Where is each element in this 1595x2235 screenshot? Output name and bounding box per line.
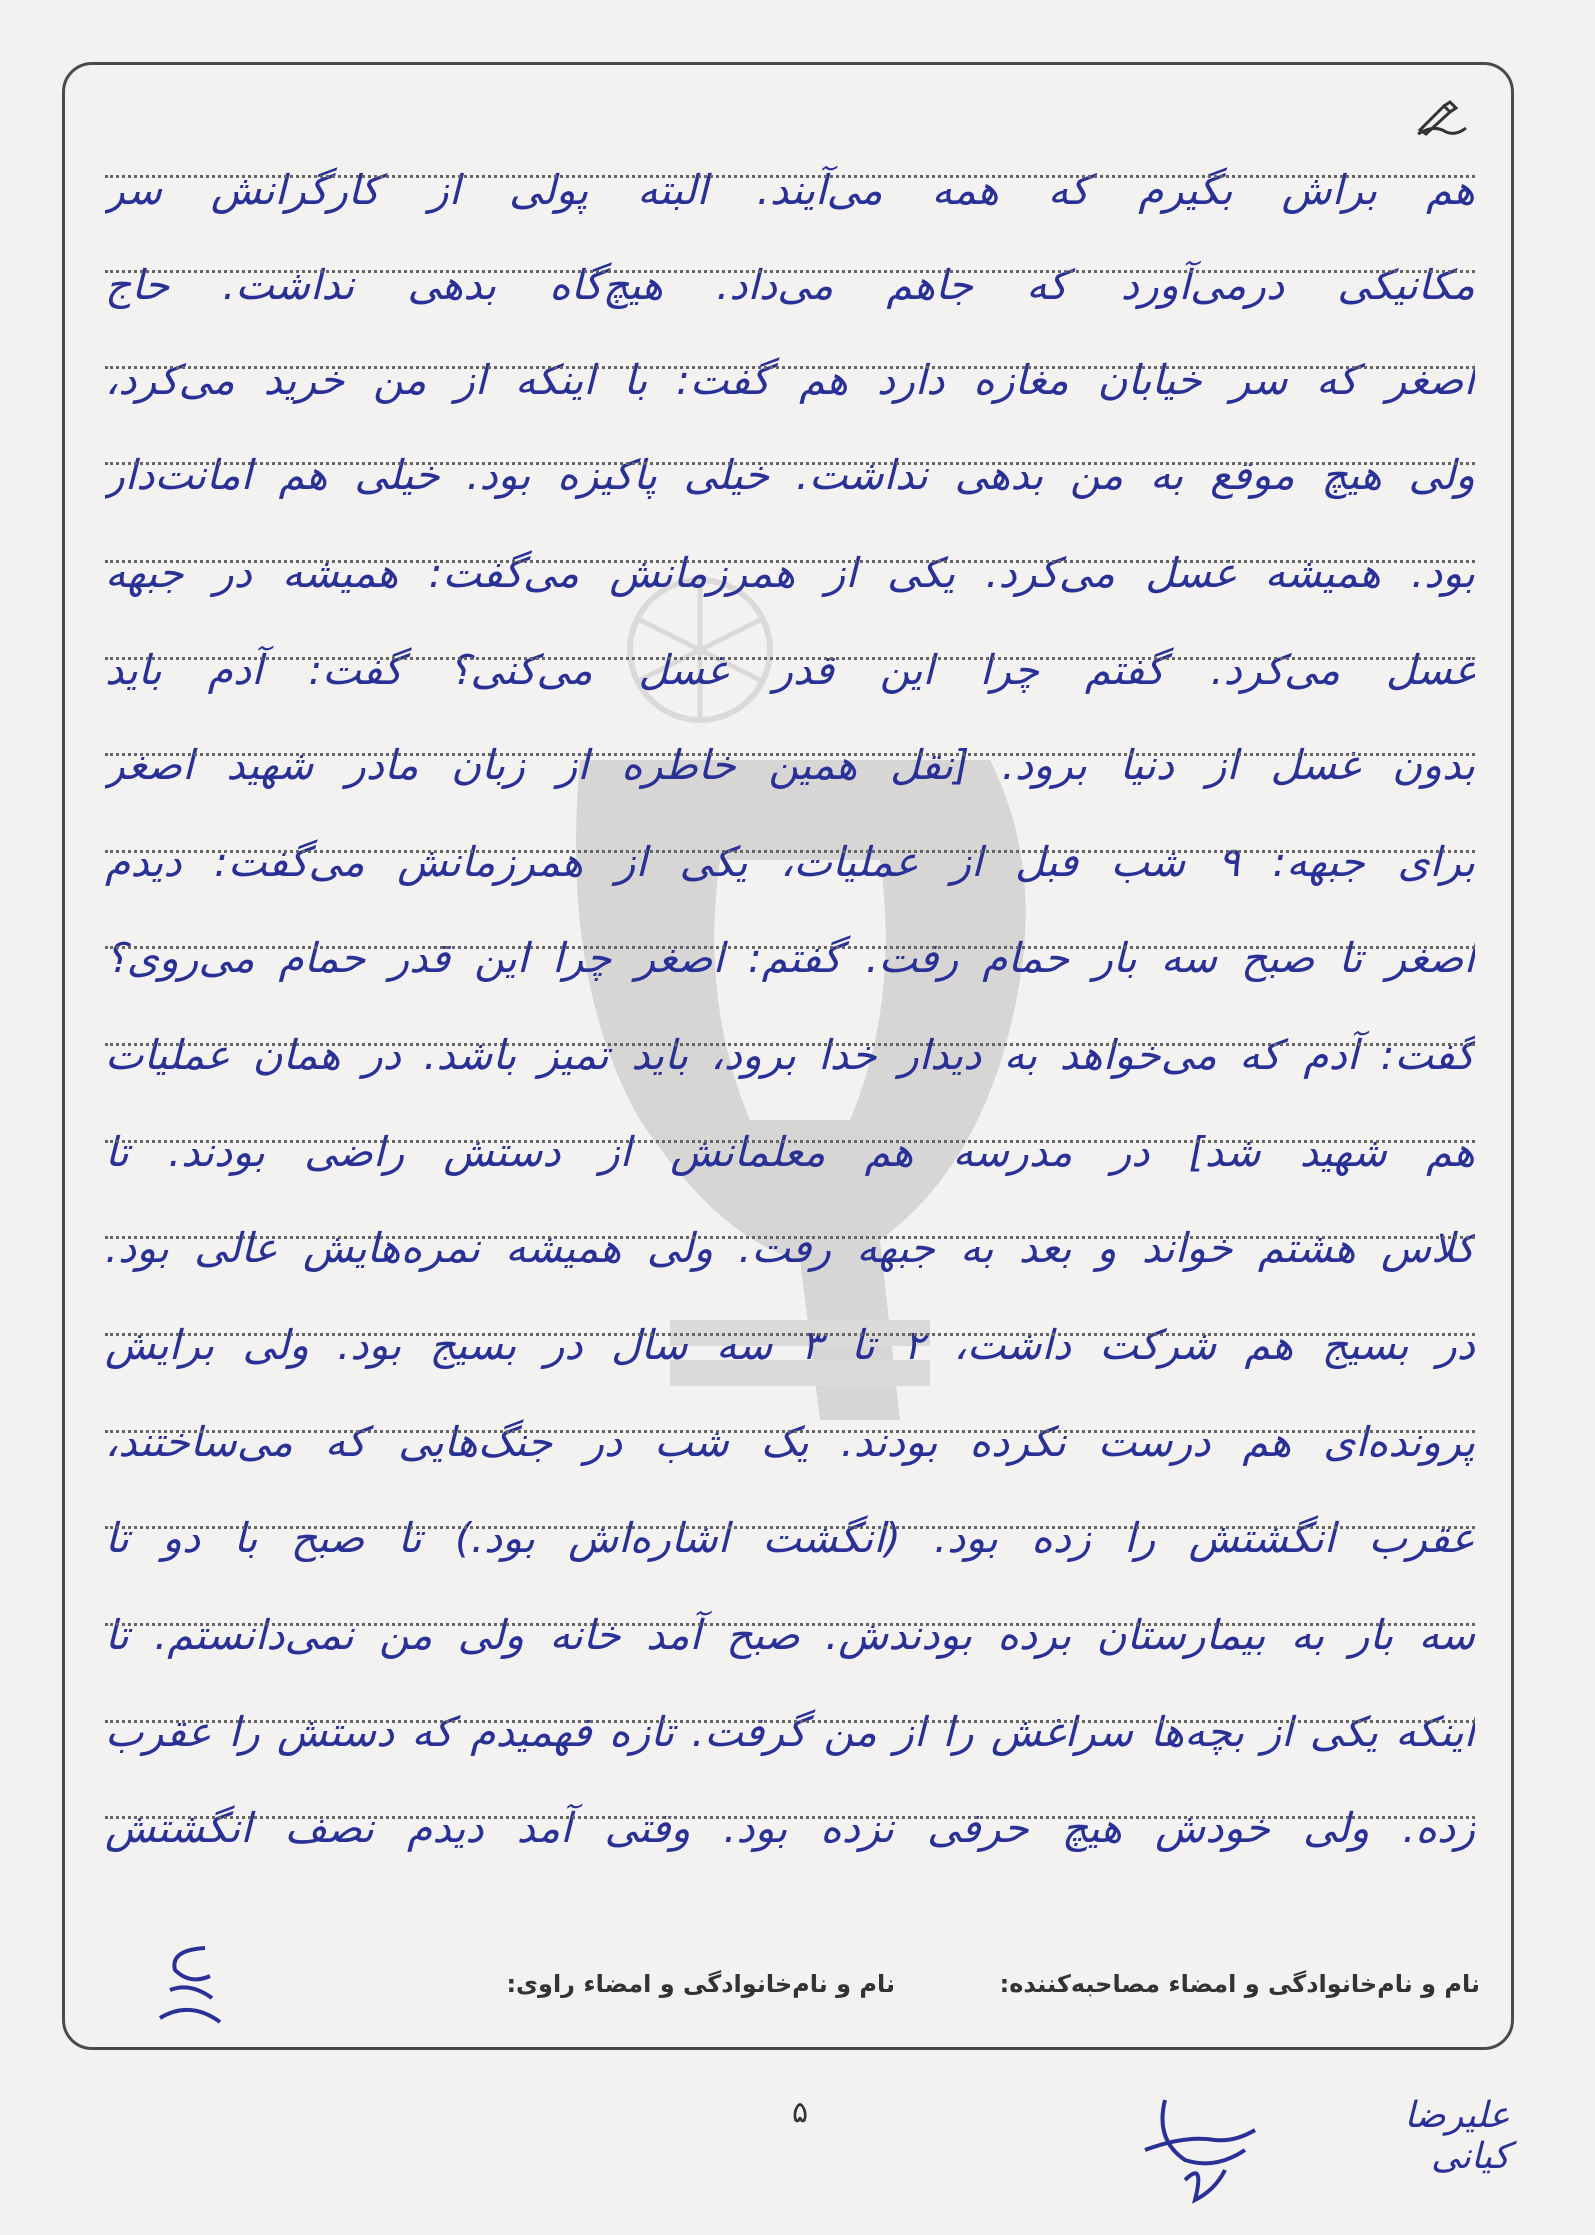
narrator-signature [150,1940,240,2030]
text-line: اصغر تا صبح سه بار حمام رفت. گفتم: اصغر چرا این قدر حمام می‌روی؟ [105,934,1475,982]
text-line: سه بار به بیمارستان برده بودندش. صبح آمد خانه ولی من نمی‌دانستم. تا [105,1611,1475,1659]
ruled-line [105,1140,1475,1143]
ruled-line [105,753,1475,756]
ruled-line [105,946,1475,949]
text-line: بود. همیشه غسل می‌کرد. یکی از همرزمانش می‌گفت: همیشه در جبهه [105,549,1475,597]
text-line: هم براش بگیرم که همه می‌آیند. البته پولی از کارگرانش سر [105,166,1475,214]
handwritten-lines [105,70,1475,1970]
narrator-signature-label: نام و نام‌خانوادگی و امضاء راوی: [506,1970,895,1998]
text-line: هم شهید شد] در مدرسه هم معلمانش از دستش راضی بودند. تا [105,1128,1475,1176]
ruled-line [105,1043,1475,1046]
text-line: ولی هیچ موقع به من بدهی نداشت. خیلی پاکیزه بود. خیلی هم امانت‌دار [105,451,1475,499]
text-line: اینکه یکی از بچه‌ها سراغش را از من گرفت. تازه فهمیدم که دستش را عقرب [105,1708,1475,1756]
text-line: اصغر که سر خیابان مغازه دارد هم گفت: با اینکه از من خرید می‌کرد، [105,356,1475,404]
text-line: غسل می‌کرد. گفتم چرا این قدر غسل می‌کنی؟ گفت: آدم باید [105,646,1475,694]
text-line: زده. ولی خودش هیچ حرفی نزده بود. وقتی آمد دیدم نصف انگشتش [105,1804,1475,1852]
ruled-line [105,1430,1475,1433]
ruled-line [105,1816,1475,1819]
text-line: پرونده‌ای هم درست نکرده بودند. یک شب در جنگ‌هایی که می‌ساختند، [105,1418,1475,1466]
text-line: کلاس هشتم خواند و بعد به جبهه رفت. ولی همیشه نمره‌هایش عالی بود. [105,1224,1475,1272]
text-line: در بسیج هم شرکت داشت، ۲ تا ۳ سه سال در بسیج بود. ولی برایش [105,1321,1475,1369]
interviewer-signature [1125,2080,1275,2210]
text-line: گفت: آدم که می‌خواهد به دیدار خدا برود، باید تمیز باشد. در همان عملیات [105,1031,1475,1079]
ruled-line [105,1526,1475,1529]
text-line: برای جبهه: ۹ شب قبل از عملیات، یکی از همرزمانش می‌گفت: دیدم [105,838,1475,886]
ruled-line [105,1720,1475,1723]
ruled-line [105,175,1475,178]
page-number: ۵ [791,2095,809,2130]
ruled-line [105,366,1475,369]
interviewer-signature-label: نام و نام‌خانوادگی و امضاء مصاحبه‌کننده: [999,1970,1480,1998]
signature-footer [100,1958,1480,2018]
ruled-line [105,1333,1475,1336]
ruled-line [105,270,1475,273]
ruled-line [105,850,1475,853]
text-line: عقرب انگشتش را زده بود. (انگشت اشاره‌اش بود.) تا صبح با دو تا [105,1514,1475,1562]
ruled-line [105,657,1475,660]
ruled-line [105,1236,1475,1239]
text-line: مکانیکی درمی‌آورد که جاهم می‌داد. هیچ‌گاه بدهی نداشت. حاج [105,261,1475,309]
ruled-line [105,462,1475,465]
interviewer-name: علیرضا کیانی [1404,2095,1510,2177]
text-line: بدون غسل از دنیا برود. [نقل همین خاطره از زبان مادر شهید اصغر [105,741,1475,789]
ruled-line [105,1623,1475,1626]
ruled-line [105,560,1475,563]
